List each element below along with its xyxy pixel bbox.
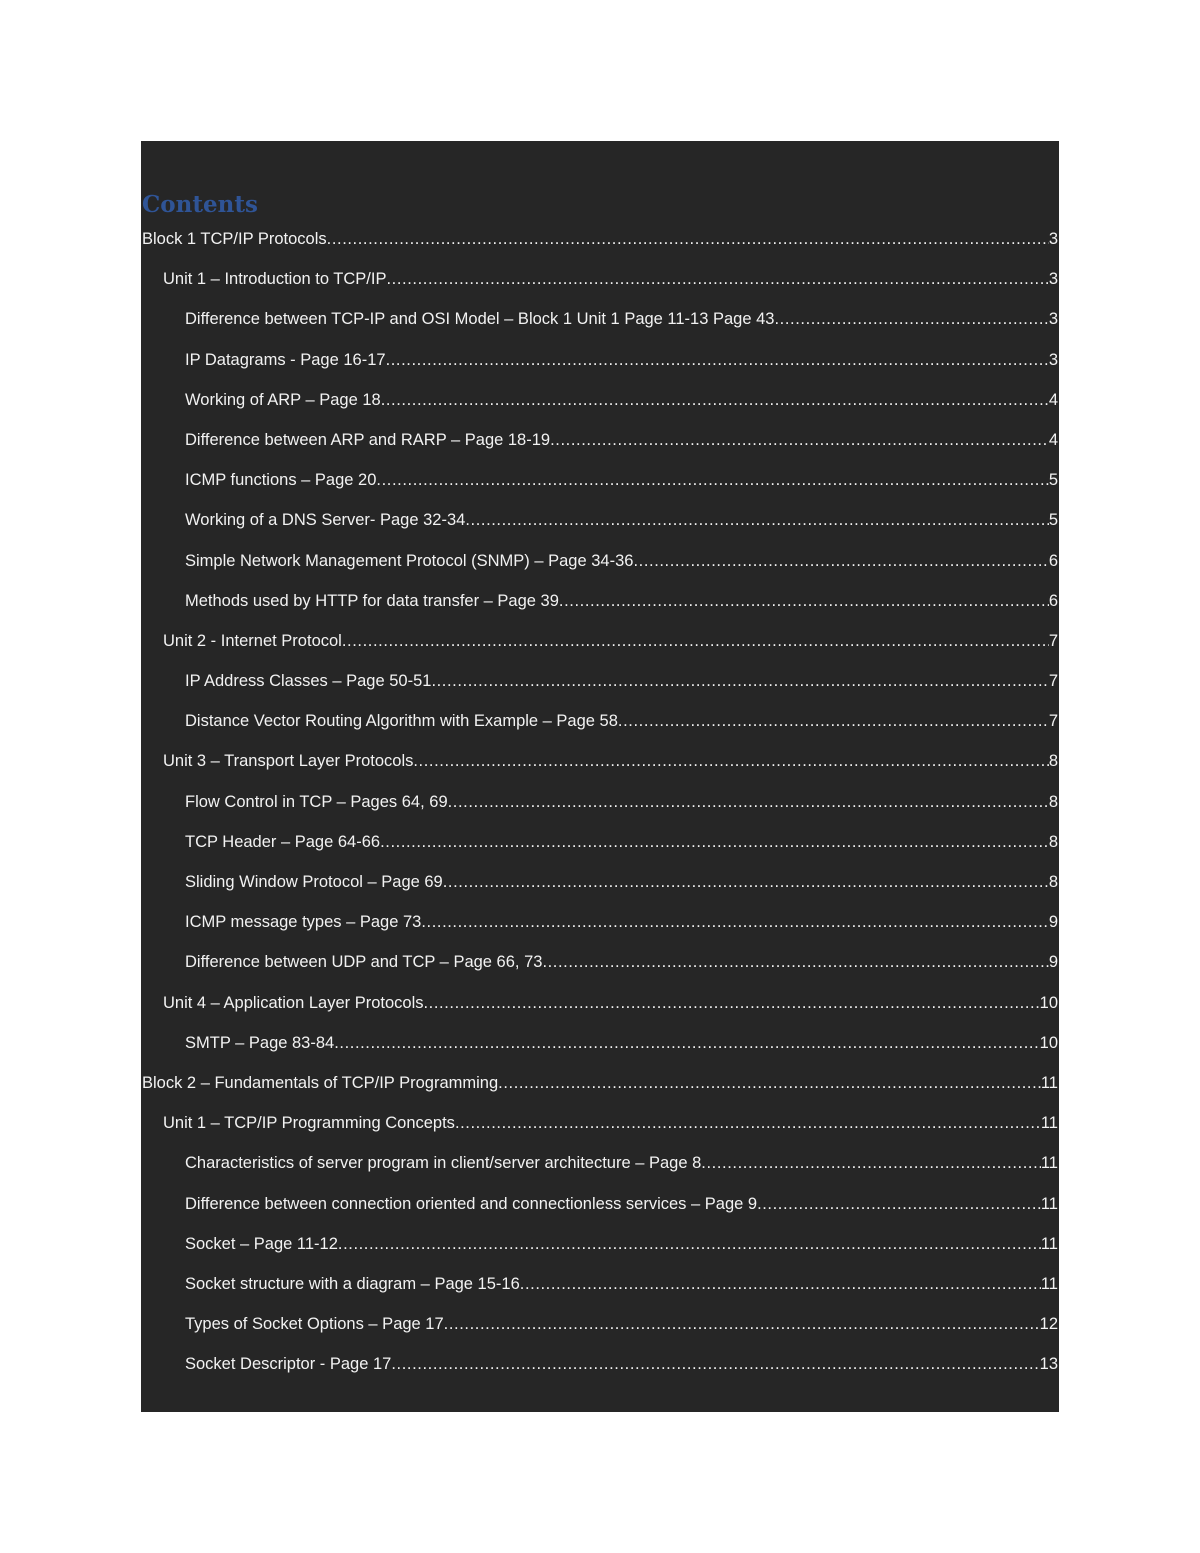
toc-entry[interactable]: [141, 219, 1059, 259]
toc-entry[interactable]: [141, 541, 1059, 581]
toc-entry-text: Characteristics of server program in client/server architecture – Page 8: [185, 1154, 702, 1173]
toc-entry[interactable]: [141, 1344, 1059, 1384]
toc-entry-text: Unit 3 – Transport Layer Protocols: [163, 752, 414, 771]
toc-page-number: 9: [1048, 953, 1058, 972]
toc-entry-text: Unit 1 – TCP/IP Programming Concepts: [163, 1114, 455, 1133]
dot-leader: [498, 1063, 1041, 1103]
dot-leader: [413, 741, 1048, 781]
toc-page-number: 10: [1039, 1033, 1058, 1052]
toc-entry-text: Distance Vector Routing Algorithm with Example – Page 58: [185, 712, 618, 731]
toc-entry[interactable]: [141, 1063, 1059, 1103]
toc-page-number: 13: [1039, 1355, 1058, 1374]
toc-entry-text: ICMP functions – Page 20: [185, 471, 377, 490]
toc-entry[interactable]: [141, 1184, 1059, 1224]
toc-entry-text: Working of a DNS Server- Page 32-34: [185, 511, 466, 530]
toc-page-number: 3: [1048, 310, 1058, 329]
toc-entry[interactable]: [141, 822, 1059, 862]
toc-page-number: 6: [1048, 551, 1058, 570]
toc-entry[interactable]: [141, 983, 1059, 1023]
dot-leader: [327, 219, 1049, 259]
toc-entry-text: Difference between ARP and RARP – Page 18-19: [185, 430, 551, 449]
toc-entry-text: Methods used by HTTP for data transfer – Page 39: [185, 591, 559, 610]
toc-entry-text: Simple Network Management Protocol (SNMP) – Page 34-36: [185, 551, 634, 570]
toc-entry[interactable]: [141, 1264, 1059, 1304]
toc-entry-text: Block 1 TCP/IP Protocols: [142, 230, 327, 248]
toc-page-number: 7: [1048, 672, 1058, 691]
toc-page-number: 12: [1039, 1315, 1058, 1334]
toc-page-number: 11: [1040, 1154, 1058, 1173]
toc-entry[interactable]: [141, 420, 1059, 460]
toc-page-number: 11: [1040, 1234, 1058, 1253]
toc-page-number: 5: [1048, 511, 1058, 530]
toc-page-number: 10: [1039, 993, 1058, 1012]
toc-entry[interactable]: [141, 259, 1059, 299]
toc-page-number: 8: [1048, 792, 1058, 811]
toc-page-number: 3: [1048, 350, 1058, 369]
dot-leader: [633, 541, 1048, 581]
toc-entry[interactable]: [141, 500, 1059, 540]
toc-entry-text: Unit 2 - Internet Protocol: [163, 631, 342, 650]
toc-page-number: 11: [1040, 1114, 1058, 1133]
toc-entry[interactable]: [141, 782, 1059, 822]
dot-leader: [443, 862, 1049, 902]
dot-leader: [386, 340, 1049, 380]
toc-entry-text: Sliding Window Protocol – Page 69: [185, 873, 443, 891]
toc-entry[interactable]: [141, 862, 1059, 902]
toc-entry[interactable]: [141, 1304, 1059, 1344]
dot-leader: [342, 621, 1049, 661]
toc-page-number: 4: [1048, 390, 1058, 409]
dot-leader: [431, 661, 1048, 701]
dot-leader: [542, 942, 1048, 982]
dot-leader: [448, 782, 1049, 822]
toc-entry-text: Block 2 – Fundamentals of TCP/IP Programming: [142, 1073, 499, 1092]
toc-entry[interactable]: [141, 581, 1059, 621]
toc-entry-text: Unit 1 – Introduction to TCP/IP: [163, 270, 387, 289]
dot-leader: [455, 1103, 1041, 1143]
toc-entry-text: Difference between UDP and TCP – Page 66, 73: [185, 953, 543, 972]
toc-entry[interactable]: [141, 1143, 1059, 1183]
toc-entry-text: Unit 4 – Application Layer Protocols: [163, 993, 424, 1012]
toc-page-number: 8: [1048, 832, 1058, 851]
toc-entry[interactable]: [141, 1103, 1059, 1143]
toc-entry[interactable]: [141, 621, 1059, 661]
dot-leader: [391, 1344, 1039, 1384]
dot-leader: [757, 1184, 1041, 1224]
toc-page-number: 3: [1048, 270, 1058, 289]
dot-leader: [465, 500, 1048, 540]
toc-entry[interactable]: [141, 942, 1059, 982]
dot-leader: [701, 1143, 1041, 1183]
toc-entry-text: Working of ARP – Page 18: [185, 390, 381, 409]
dot-leader: [423, 983, 1039, 1023]
toc-entry[interactable]: [141, 380, 1059, 420]
toc-entry[interactable]: [141, 741, 1059, 781]
toc-page-number: 7: [1048, 631, 1058, 650]
toc-entry-text: TCP Header – Page 64-66: [185, 832, 381, 851]
dot-leader: [550, 420, 1049, 460]
dot-leader: [520, 1264, 1041, 1304]
toc-entry[interactable]: [141, 1023, 1059, 1063]
toc-entry-text: Difference between TCP-IP and OSI Model – Block 1 Unit 1 Page 11-13 Page 43: [185, 310, 775, 329]
toc-page-number: 4: [1048, 430, 1058, 449]
dot-leader: [334, 1023, 1039, 1063]
toc-entry[interactable]: [141, 902, 1059, 942]
toc-entry-text: Difference between connection oriented and connectionless services – Page 9: [185, 1194, 758, 1213]
toc-page-number: 6: [1048, 591, 1058, 610]
toc-entry-text: IP Address Classes – Page 50-51: [185, 672, 432, 691]
dot-leader: [774, 299, 1048, 339]
dot-leader: [421, 902, 1048, 942]
toc-entry-text: Socket structure with a diagram – Page 15-16: [185, 1274, 520, 1293]
toc-page-number: 7: [1048, 712, 1058, 731]
toc-entry-text: Types of Socket Options – Page 17: [185, 1315, 444, 1334]
toc-page-number: 11: [1040, 1073, 1058, 1092]
toc-entry-text: Socket – Page 11-12: [185, 1234, 338, 1253]
toc-entry-text: Flow Control in TCP – Pages 64, 69: [185, 792, 448, 811]
dot-leader: [386, 259, 1048, 299]
toc-page-number: 11: [1040, 1194, 1058, 1213]
toc-entry[interactable]: [141, 701, 1059, 741]
dot-leader: [381, 380, 1049, 420]
toc-entry[interactable]: [141, 460, 1059, 500]
toc-page-number: 8: [1048, 752, 1058, 771]
toc-page-number: 11: [1040, 1274, 1058, 1293]
toc-entry[interactable]: [141, 299, 1059, 339]
dot-leader: [338, 1224, 1041, 1264]
dot-leader: [380, 822, 1049, 862]
table-of-contents: [141, 219, 1059, 1384]
toc-page-number: 3: [1048, 230, 1058, 248]
dot-leader: [376, 460, 1048, 500]
toc-entry-text: ICMP message types – Page 73: [185, 913, 422, 932]
toc-entry-text: IP Datagrams - Page 16-17: [185, 350, 386, 369]
toc-entry-text: Socket Descriptor - Page 17: [185, 1355, 392, 1374]
toc-page-number: 9: [1048, 913, 1058, 932]
toc-entry[interactable]: [141, 1224, 1059, 1264]
dot-leader: [444, 1304, 1040, 1344]
toc-entry[interactable]: [141, 340, 1059, 380]
toc-heading: Contents: [142, 191, 258, 218]
toc-entry-text: SMTP – Page 83-84: [185, 1033, 335, 1052]
dot-leader: [559, 581, 1049, 621]
toc-entry[interactable]: [141, 661, 1059, 701]
dot-leader: [618, 701, 1049, 741]
toc-page-number: 5: [1048, 471, 1058, 490]
toc-page-number: 8: [1048, 873, 1058, 891]
